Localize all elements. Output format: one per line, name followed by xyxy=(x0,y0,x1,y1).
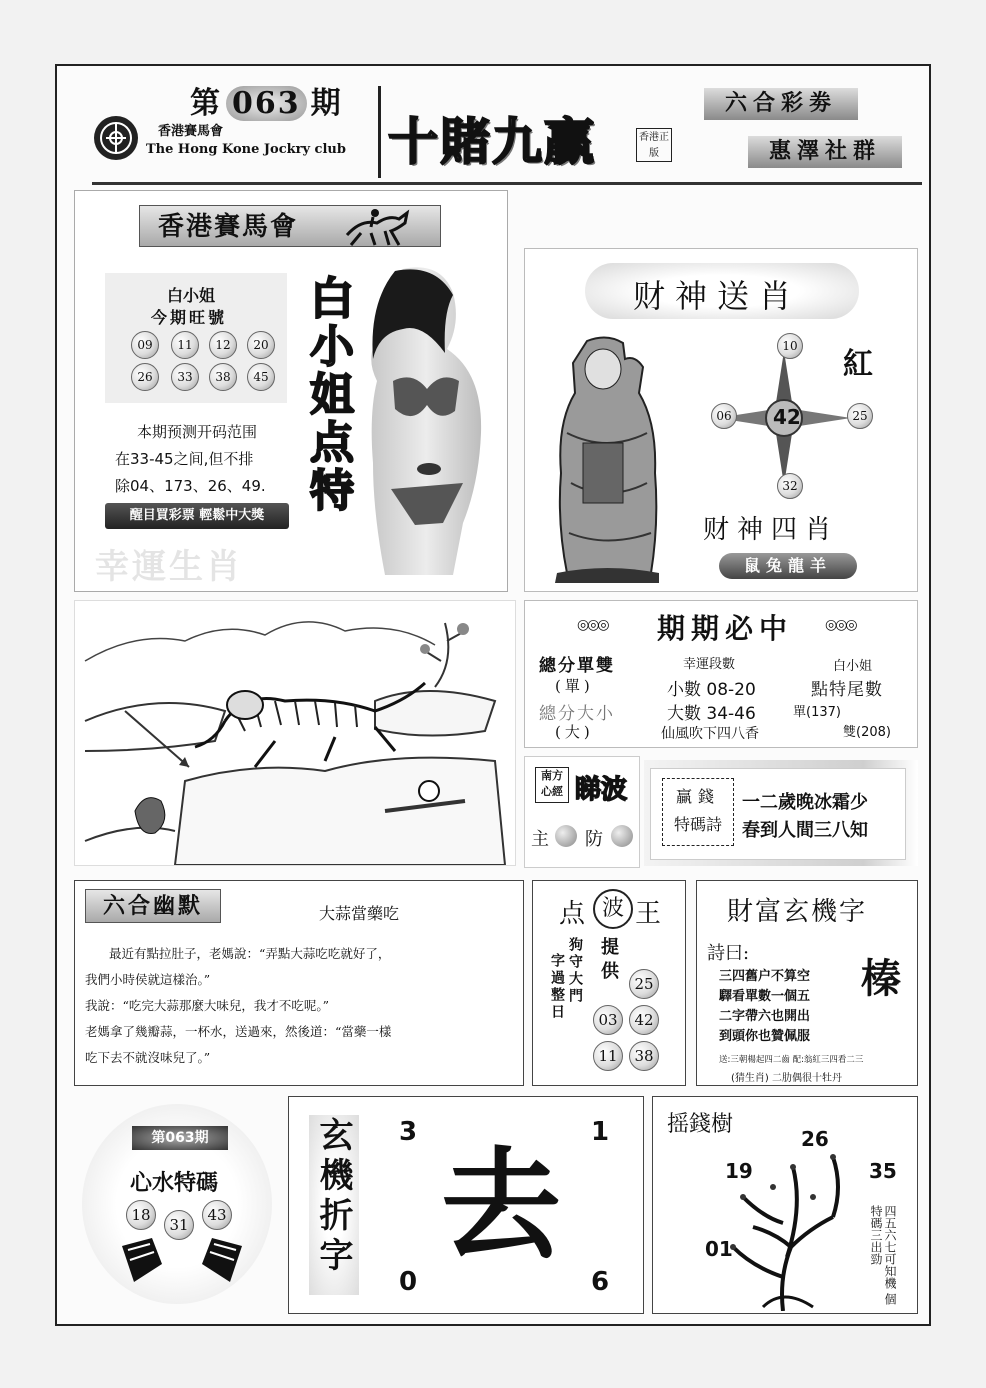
xuanji-label: 玄機折字 xyxy=(313,1117,353,1277)
lucky-ball-7: 38 xyxy=(209,363,237,391)
header xyxy=(62,68,924,188)
tree-title: 摇錢樹 xyxy=(667,1112,734,1137)
dianbo-ball-3: 03 xyxy=(593,1005,623,1035)
xinshui-stamp xyxy=(132,1126,228,1150)
tag-huize xyxy=(748,136,902,168)
humor-line-5: 吃下去不就沒味兒了。” xyxy=(85,1050,211,1065)
xinshui-ball-3: 43 xyxy=(202,1200,232,1230)
qiqi-l2: (單) xyxy=(555,677,594,695)
lucky-ball-4: 20 xyxy=(247,331,275,359)
xuanji-n-tl: 3 xyxy=(399,1117,418,1147)
lucky-ball-6: 33 xyxy=(171,363,199,391)
qiqi-m3: 仙風吹下四八香 xyxy=(661,726,759,742)
club-name-cn: 香港賽馬會 xyxy=(158,124,224,139)
glove-icon-left xyxy=(116,1234,166,1286)
dianbo-col-1: 狗守大門 xyxy=(567,937,583,1005)
poem-label2: 特碼詩 xyxy=(673,815,722,834)
dianbo-ball-5: 38 xyxy=(629,1041,659,1071)
issue-number: 063 xyxy=(226,86,307,121)
compass-left: 06 xyxy=(711,403,737,429)
horse-rider-icon xyxy=(341,205,415,247)
qiqi-l3: 總分大小 xyxy=(539,704,615,724)
poem-line-2: 春到人間三八知 xyxy=(742,820,868,841)
header-divider-v xyxy=(378,86,381,178)
tree-panel xyxy=(652,1096,918,1314)
dianbo-col-2: 字過整日 xyxy=(549,953,565,1021)
zodiac-text: 鼠兔龍羊 xyxy=(743,556,832,575)
predict-line-2: 在33-45之间,但不排 xyxy=(115,450,254,468)
xinshui-title: 心水特碼 xyxy=(130,1170,219,1196)
caifu-line-3: 二字帶六也開出 xyxy=(719,1009,811,1024)
humor-subtitle: 大蒜當藥吃 xyxy=(319,904,400,923)
red-label: 紅 xyxy=(843,347,873,382)
compass-bottom: 32 xyxy=(777,473,803,499)
club-name-en: The Hong Kone Jockry club xyxy=(146,142,346,157)
xuanji-n-tr: 1 xyxy=(591,1117,610,1147)
predict-text xyxy=(115,419,266,500)
caishen-panel xyxy=(524,248,918,592)
caifu-title: 財富玄機字 xyxy=(727,897,868,927)
bobo-defend: 防 xyxy=(585,829,603,850)
bobo-title: 睇波 xyxy=(575,775,628,805)
header-divider-h xyxy=(92,182,922,185)
qiqi-panel xyxy=(524,600,918,748)
coin-icon-right: ◎◎◎ xyxy=(825,617,856,633)
dianbo-provide: 提供 xyxy=(598,937,619,985)
issue-suffix: 期 xyxy=(310,86,343,121)
lucky-title2: 今期旺號 xyxy=(151,308,228,327)
tag-huize-text: 惠澤社群 xyxy=(768,139,881,164)
lucky-ball-2: 11 xyxy=(171,331,199,359)
humor-line-4: 老媽拿了幾瓣蒜，一杯水，送過來，然後道：“當藥一樣 xyxy=(85,1024,392,1039)
lucky-title1: 白小姐 xyxy=(167,286,216,305)
poem-label1: 贏錢 xyxy=(675,787,720,806)
tree-side-text: 四五六七可知機 個特碼三出勁 xyxy=(869,1205,897,1305)
caifu-line-2: 驛看單數一個五 xyxy=(719,989,811,1004)
qiqi-l4: (大) xyxy=(555,723,594,741)
xinshui-ball-2: 31 xyxy=(164,1210,194,1240)
qiqi-r2: 單(137) xyxy=(793,705,841,720)
humor-panel xyxy=(74,880,524,1086)
side-title: 白小姐点特 xyxy=(302,275,353,515)
slogan-text: 醒目買彩票 輕鬆中大獎 xyxy=(129,508,265,523)
jockey-banner-text: 香港賽馬會 xyxy=(158,212,299,242)
qiqi-title: 期期必中 xyxy=(657,612,794,645)
ball-icon xyxy=(555,825,577,847)
qiqi-l1: 總分單雙 xyxy=(539,656,615,676)
tiger-panel xyxy=(74,600,516,866)
dianbo-ball-4: 11 xyxy=(593,1041,623,1071)
poem-line-1: 一二歲晚冰霜少 xyxy=(742,792,868,813)
dianbo-circle xyxy=(593,889,633,929)
xinshui-stamp-text: 第063期 xyxy=(151,1130,209,1146)
humor-line-1: 最近有點拉肚子，老媽說：“弄點大蒜吃吃就好了， xyxy=(109,946,391,961)
edition-badge xyxy=(636,128,672,162)
caifu-line-1: 三四舊户不算空 xyxy=(719,969,811,984)
qiqi-m2: 大數 34-46 xyxy=(667,704,756,724)
caishen-subtitle: 财神四肖 xyxy=(703,515,840,545)
jockey-club-logo-icon xyxy=(94,116,138,160)
caishen-title: 财神送肖 xyxy=(633,277,802,315)
glove-icon-right xyxy=(198,1234,248,1286)
xuanji-big-char: 去 xyxy=(441,1135,561,1276)
tree-num-2: 19 xyxy=(725,1159,753,1183)
caifu-note-2: (猜生肖) 二肋偶很十牡丹 xyxy=(731,1073,842,1084)
xuanji-n-bl: 0 xyxy=(399,1267,418,1297)
jockey-panel xyxy=(74,190,508,592)
xuanji-n-br: 6 xyxy=(591,1267,610,1297)
edition-text: 香港正版 xyxy=(639,132,669,159)
lucky-ball-3: 12 xyxy=(209,331,237,359)
compass-top: 10 xyxy=(777,333,803,359)
humor-title: 六合幽默 xyxy=(102,893,203,919)
qiqi-m-head: 幸運段數 xyxy=(683,657,736,672)
tag-liuhe xyxy=(704,88,858,120)
slogan-banner xyxy=(105,503,289,529)
caifu-line-4: 到頭你也贊佩服 xyxy=(719,1029,811,1044)
watermark-text: 幸運生肖 xyxy=(95,547,243,587)
compass-center: 42 xyxy=(773,405,801,429)
poem-panel xyxy=(644,760,918,866)
predict-line-3: 除04、173、26、49. xyxy=(115,477,266,495)
caifu-big-char: 榛 xyxy=(861,955,901,1002)
tree-illustration xyxy=(683,1137,883,1311)
xinshui-panel xyxy=(74,1100,278,1306)
bobo-badge-text: 南方心經 xyxy=(541,769,563,798)
tree-num-3: 35 xyxy=(869,1159,897,1183)
coin-icon-left: ◎◎◎ xyxy=(577,617,608,633)
caifu-poem-head: 詩曰: xyxy=(707,943,750,964)
lucky-ball-1: 09 xyxy=(131,331,159,359)
tree-num-4: 01 xyxy=(705,1237,733,1261)
tree-num-1: 26 xyxy=(801,1127,829,1151)
dianbo-circle-text: 波 xyxy=(601,896,624,921)
tiger-illustration xyxy=(75,601,515,865)
issue-prefix: 第 xyxy=(190,86,222,121)
dianbo-right: 王 xyxy=(635,899,662,929)
caifu-poem xyxy=(719,967,810,1047)
humor-line-2: 我們小時侯就這樣治。” xyxy=(85,972,211,987)
lucky-ball-5: 26 xyxy=(131,363,159,391)
tag-liuhe-text: 六合彩劵 xyxy=(724,91,837,116)
dianbo-ball-1: 25 xyxy=(629,969,659,999)
caishen-figure xyxy=(547,333,667,583)
qiqi-r1: 點特尾數 xyxy=(811,680,883,700)
caifu-note: 送:三朝楊起四二齒 配:翁紅三四看二三 xyxy=(719,1055,864,1065)
main-title: 十賭九贏 xyxy=(388,112,596,171)
zodiac-banner xyxy=(719,553,857,579)
bobo-main: 主 xyxy=(531,829,549,850)
bobo-panel xyxy=(524,756,640,868)
model-photo xyxy=(343,263,503,575)
xinshui-ball-1: 18 xyxy=(126,1200,156,1230)
humor-body xyxy=(85,941,517,1071)
bobo-badge xyxy=(535,767,569,803)
dianbo-left: 点 xyxy=(559,899,586,929)
issue-label xyxy=(190,78,343,122)
dianbo-ball-2: 42 xyxy=(629,1005,659,1035)
poem-label-box xyxy=(662,778,734,846)
lucky-ball-8: 45 xyxy=(247,363,275,391)
xuanji-panel xyxy=(288,1096,644,1314)
ball-icon-2 xyxy=(611,825,633,847)
qiqi-m1: 小數 08-20 xyxy=(667,680,756,700)
compass-right: 25 xyxy=(847,403,873,429)
qiqi-r-head: 白小姐 xyxy=(833,659,873,674)
humor-banner xyxy=(85,889,221,923)
caifu-panel xyxy=(696,880,918,1086)
dianbo-panel xyxy=(532,880,686,1086)
qiqi-r3: 雙(208) xyxy=(843,725,891,740)
predict-line-1: 本期预测开码范围 xyxy=(137,423,258,441)
humor-line-3: 我說：“吃完大蒜那麼大味兒，我才不吃呢。” xyxy=(85,998,330,1013)
